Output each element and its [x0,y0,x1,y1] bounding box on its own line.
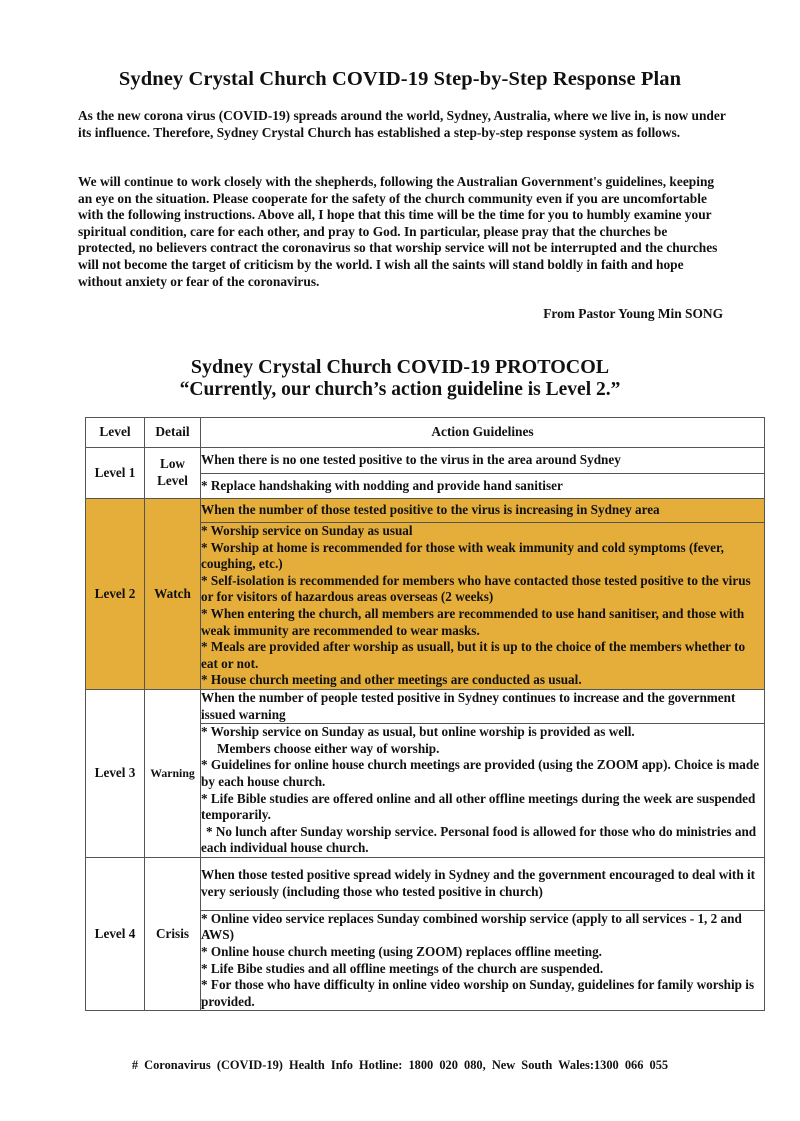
level-1-detail-line-2: Level [157,473,188,488]
level-4-action-2: * Online house church meeting (using ZOOM) replaces offline meeting. [201,944,602,960]
level-4-detail [145,857,201,1011]
level-2-action-3: * Self-isolation is recommended for members who have contacted those tested positive to the virus or for visitors of hazardous areas overseas (2 weeks) [201,572,751,605]
level-3-detail-line-1: Warning [150,766,195,781]
level-2-detail [145,499,201,690]
table-row-level-1-situation [86,448,765,474]
level-1-cell: Level 1 [86,448,145,499]
level-4-detail-line-1: Crisis [156,925,189,941]
document-title: Sydney Crystal Church COVID-19 Step-by-Step Response Plan [118,68,682,90]
table-row-level-2-situation [86,499,765,523]
level-3-action-2: Members choose either way of worship. [217,740,440,756]
level-2-action-5: * Meals are provided after worship as usuall, but it is up to the choice of the members whether to eat or not. [201,639,746,671]
level-2-action-6: * House church meeting and other meetings are conducted as usual. [201,672,582,688]
level-4-action-1: * Online video service replaces Sunday combined worship service (apply to all services - 1, 2 and AWS) [201,910,742,943]
level-3-situation: When the number of people tested positive in Sydney continues to increase and the government issued warning [201,689,765,723]
level-3-action-3: * Guidelines for online house church meetings are provided (using the ZOOM app). Choice is made by each house church. [201,757,760,789]
level-2-action-1: * Worship service on Sunday as usual [201,523,413,538]
level-4-actions [201,910,765,1011]
protocol-title: Sydney Crystal Church COVID-19 PROTOCOL [190,356,610,378]
header-level: Level [86,418,145,448]
level-3-action-4: * Life Bible studies are offered online and all other offline meetings during the week are suspended temporarily. [201,790,756,823]
level-3-action-1: * Worship service on Sunday as usual, but online worship is provided as well. [201,724,635,740]
level-3-action-5 [201,824,764,857]
level-4-action-4: * For those who have difficulty in online video worship on Sunday, guidelines for family worship is provided. [201,977,755,1009]
pastor-signature: From Pastor Young Min SONG [543,306,723,321]
table-header-row [86,418,765,448]
level-1-detail-line-1: Low [160,456,185,472]
level-4-cell: Level 4 [86,857,145,1011]
level-3-cell: Level 3 [86,689,145,857]
level-2-detail-line-1: Watch [154,585,191,601]
intro-paragraph-2: We will continue to work closely with the shepherds, following the Australian Government's guidelines, keeping an eye on the situation. Please cooperate for the safety of the church community even if you are uncomfortable with the following instructions. Above all, I hope that this time will be the time for you to humbly examine your spiritual condition, care for each other, and pray to God. In particular, please pray that the churches be protected, no believers contract the coronavirus so that worship service will not be interrupted and the churches will not become the target of criticism by the world. I wish all the saints will stand boldly in faith and hope without anxiety or fear of the coronavirus. [78,174,718,289]
level-1-action-1: * Replace handshaking with nodding and provide hand sanitiser [201,477,563,493]
header-action-guidelines: Action Guidelines [201,418,765,448]
level-3-actions [201,724,765,858]
header-detail: Detail [145,418,201,448]
level-3-detail [145,689,201,857]
level-4-action-3: * Life Bibe studies and all offline meetings of the church are suspended. [201,960,604,976]
table-row-level-3-situation [86,689,765,723]
level-2-situation: When the number of those tested positive to the virus is increasing in Sydney area [201,499,765,523]
table-row-level-4-situation [86,857,765,910]
level-1-situation: When there is no one tested positive to the virus in the area around Sydney [201,448,765,474]
level-2-actions [201,523,765,690]
level-2-cell: Level 2 [86,499,145,690]
protocol-table [85,417,765,1011]
health-hotline-footer: # Coronavirus (COVID-19) Health Info Hotline: 1800 020 080, New South Wales:1300 066 055 [131,1058,669,1072]
intro-paragraph-1: As the new corona virus (COVID-19) spreads around the world, Sydney, Australia, where we live in, is now under its influence. Therefore, Sydney Crystal Church has established a step-by-step response system as follows. [78,108,726,140]
level-2-action-2: * Worship at home is recommended for those with weak immunity and cold symptoms (fever, coughing, etc.) [201,539,724,572]
level-3-action-5-text: * No lunch after Sunday worship service. Personal food is allowed for those who do ministries and each individual house church. [201,823,757,856]
protocol-subtitle: “Currently, our church’s action guideline is Level 2.” [179,379,621,400]
level-1-detail [145,448,201,499]
level-1-actions [201,474,765,499]
level-4-situation: When those tested positive spread widely in Sydney and the government encouraged to deal with it very seriously (including those who tested positive in church) [201,857,765,910]
level-2-action-4: * When entering the church, all members are recommended to use hand sanitiser, and those with weak immunity are recommended to wear masks. [201,605,745,638]
